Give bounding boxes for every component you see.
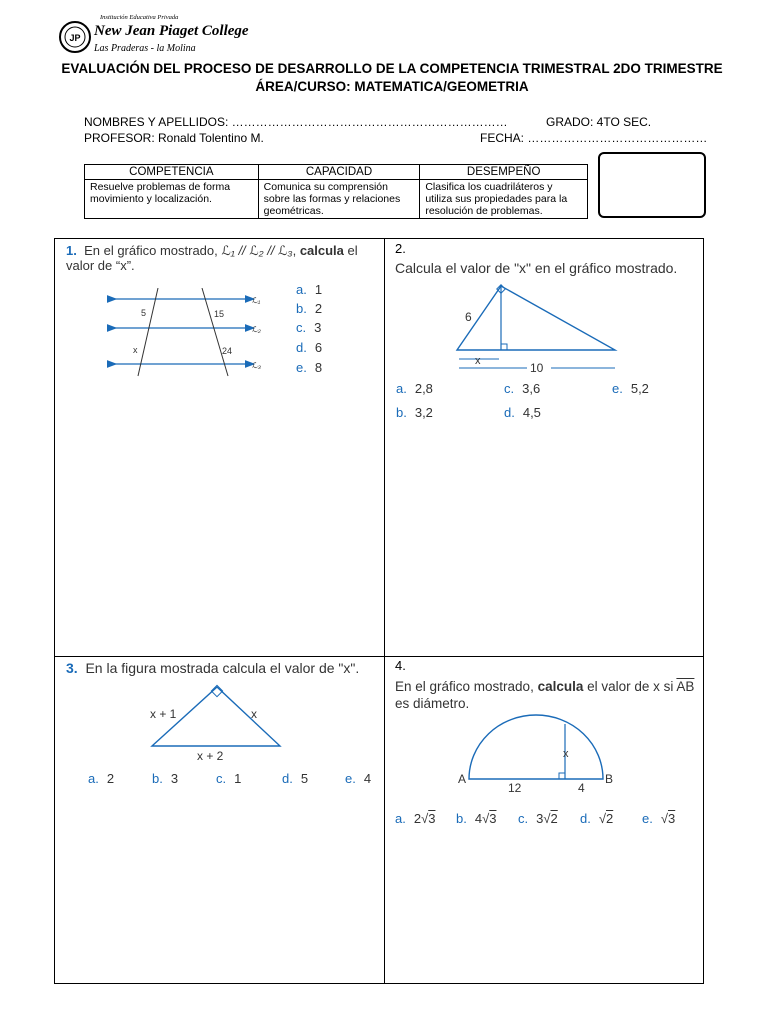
q4-option-c[interactable]: c. 3√2 [518,811,558,826]
page-title: EVALUACIÓN DEL PROCESO DE DESARROLLO DE LA COMPETENCIA TRIMESTRAL 2DO TRIMESTRE [61,61,723,76]
q2-option-c[interactable]: c. 3,6 [504,381,541,396]
cell-desempeno: Clasifica los cuadriláteros y utiliza sus propiedades para la resolución de problemas. [420,180,588,219]
q3-figure [140,682,290,764]
q1-label-l2: ℒ₂ [252,325,261,334]
q2-bold: Calcula [395,260,442,276]
q3-text-b: el valor de "x". [266,660,360,676]
logo-line-1: Institución Educativa Privada [100,14,179,21]
q2-option-b[interactable]: b. 3,2 [396,405,433,420]
q4-text-a: En el gráfico mostrado, [395,679,538,694]
q3-option-e[interactable]: e. 4 [345,771,372,786]
q2-option-e[interactable]: e. 5,2 [612,381,649,396]
q4-statement [395,678,695,712]
q1-option-a[interactable]: a. 1 [296,282,323,297]
q4-right-angle-marker [559,773,565,779]
q1-label-l1: ℒ₁ [252,296,261,305]
q3-option-d[interactable]: d. 5 [282,771,309,786]
q3-label-left: x + 1 [150,707,177,721]
q3-option-b[interactable]: b. 3 [152,771,179,786]
q4-text-c: es diámetro. [395,696,470,711]
q1-label-x: x [133,345,138,355]
q3-option-c[interactable]: c. 1 [216,771,242,786]
q2-option-a[interactable]: a. 2,8 [396,381,433,396]
q4-segment-ab: $\overline{AB}$ [676,679,695,694]
q3-bold: calcula [222,660,267,676]
header-capacidad: CAPACIDAD [258,165,420,180]
q1-text-b: , [292,243,300,258]
q1-transversal-1 [138,288,158,376]
grade-label: GRADO: 4TO SEC. [546,115,652,129]
q4-option-b[interactable]: b. 4√3 [456,811,497,826]
q4-label-b: B [605,772,614,786]
q3-option-a[interactable]: a. 2 [88,771,115,786]
q1-statement [66,243,376,273]
q1-text-c: el valor de “x”. [66,243,358,273]
q4-label-a: A [458,772,467,786]
grid-divider-horizontal [54,656,704,657]
logo-school-name: New Jean Piaget College [94,23,249,39]
q1-label-l3: ℒ₃ [252,361,261,370]
q1-label-24: 24 [222,346,233,356]
teacher-label: PROFESOR: Ronald Tolentino M. [84,131,264,145]
q1-label-5: 5 [141,308,147,318]
q3-label-base: x + 2 [197,749,224,763]
grid-divider-vertical [384,238,385,984]
header-competencia: COMPETENCIA [85,165,259,180]
q1-transversal-2 [202,288,228,376]
q1-option-d[interactable]: d. 6 [296,340,323,355]
table-header-row [85,165,588,180]
q1-label-15: 15 [214,309,225,319]
q3-text-a: En la figura mostrada [85,660,223,676]
q1-figure [100,288,270,378]
table-row [85,180,588,219]
q3-number: 3. [66,660,78,676]
header-desempeno: DESEMPEÑO [420,165,588,180]
q2-right-angle-marker [501,344,507,350]
q4-label-12: 12 [508,781,522,795]
q2-text: el valor de "x" en el gráfico mostrado. [441,260,678,276]
q2-label-6: 6 [465,310,472,324]
q2-statement [395,260,677,276]
q3-statement [66,660,359,676]
q1-option-e[interactable]: e. 8 [296,360,323,375]
q4-label-4: 4 [578,781,585,795]
q4-figure [455,712,620,796]
q2-triangle [457,286,615,350]
q1-number: 1. [66,243,77,258]
q4-text-b: el valor de x si [583,679,677,694]
q2-label-x: x [475,355,481,367]
cell-competencia: Resuelve problemas de forma movimiento y localización. [85,180,259,219]
q4-label-x: x [563,748,569,760]
q4-option-e[interactable]: e. √3 [642,811,676,826]
q1-option-c[interactable]: c. 3 [296,320,322,335]
school-logo [58,14,249,62]
competency-table [84,164,588,219]
q1-bold: calcula [299,243,344,258]
q2-figure [445,280,635,376]
page-subtitle: ÁREA/CURSO: MATEMATICA/GEOMETRIA [255,79,529,94]
q1-text-a: En el gráfico mostrado, [84,243,222,258]
logo-location: Las Praderas - la Molina [94,43,196,54]
q4-semicircle [469,715,603,779]
q4-option-d[interactable]: d. √2 [580,811,614,826]
score-box[interactable] [598,152,706,218]
q3-label-right: x [251,707,257,721]
student-name-field[interactable]: NOMBRES Y APELLIDOS: …………………………………………………………… [84,115,508,129]
q2-number: 2. [395,241,406,256]
q4-option-a[interactable]: a. 2√3 [395,811,436,826]
q2-option-d[interactable]: d. 4,5 [504,405,541,420]
q4-number: 4. [395,658,406,673]
q1-option-b[interactable]: b. 2 [296,301,323,316]
school-emblem-icon [58,20,92,54]
q1-math: ℒ₁ // ℒ₂ // ℒ₃ [221,243,293,258]
q2-label-10: 10 [530,361,544,375]
cell-capacidad: Comunica su comprensión sobre las formas y relaciones geométricas. [258,180,420,219]
date-field[interactable]: FECHA: ……………………………………… [480,131,708,145]
q4-bold: calcula [537,679,584,694]
svg-text:JP: JP [69,33,81,43]
